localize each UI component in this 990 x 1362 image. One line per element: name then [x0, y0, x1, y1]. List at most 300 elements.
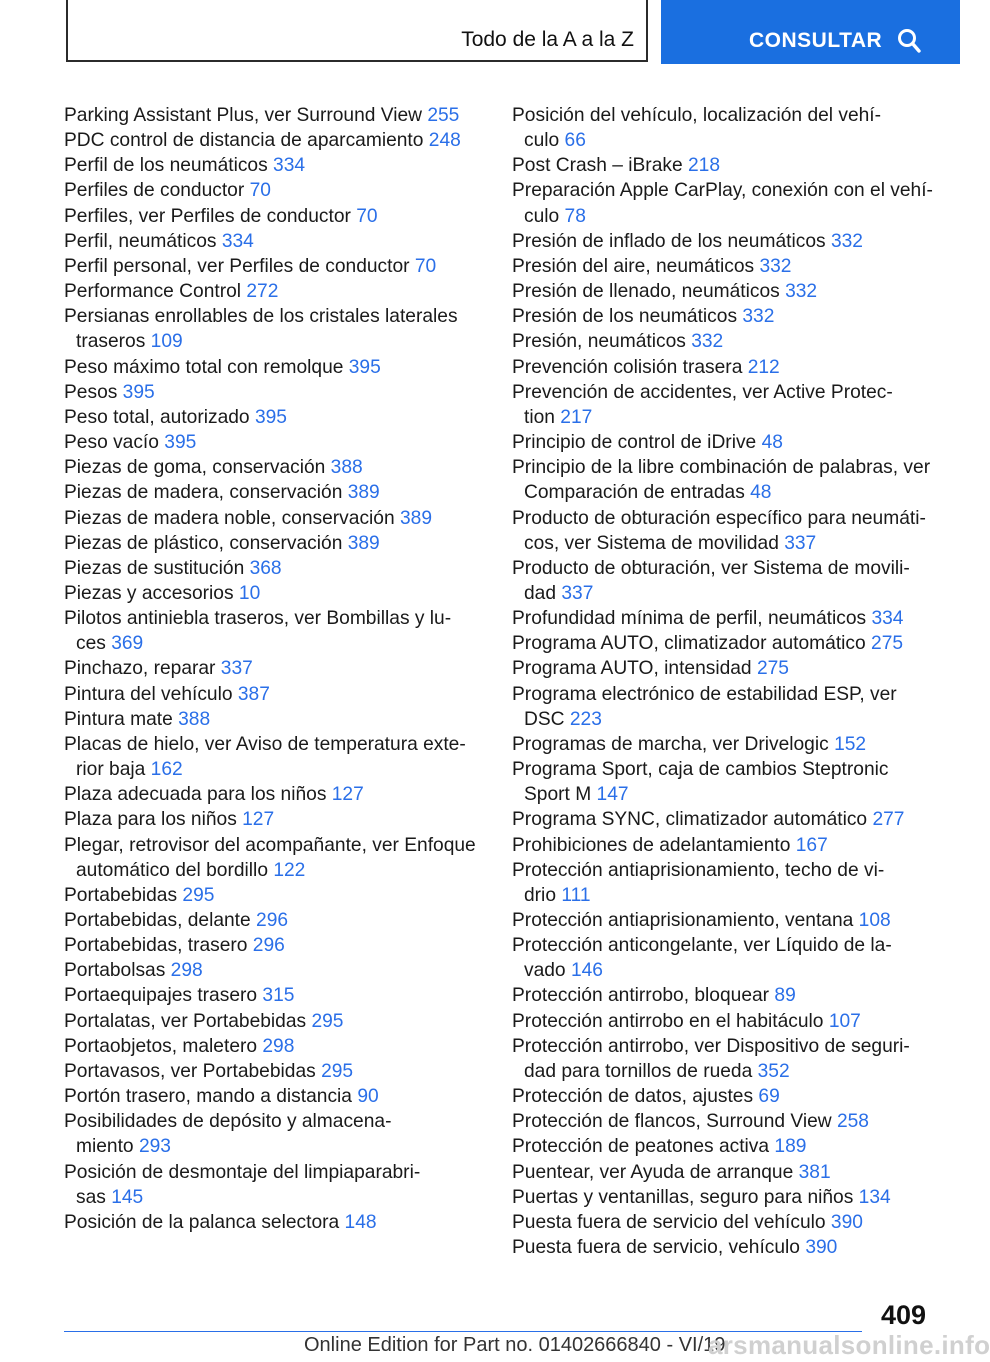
- index-entry-text: Piezas de madera noble, conservación: [64, 507, 395, 529]
- index-entry: [512, 455, 942, 505]
- index-entry-line: [64, 103, 484, 128]
- page-link[interactable]: 127: [242, 809, 275, 831]
- index-entry-line: [512, 732, 942, 757]
- page-link[interactable]: 293: [138, 1136, 171, 1158]
- page-link[interactable]: 332: [691, 331, 724, 353]
- index-entry-line: [64, 455, 484, 480]
- page-link[interactable]: 389: [400, 507, 433, 529]
- index-entry-text: dad para tornillos de rueda: [524, 1060, 753, 1082]
- index-entry-line: [64, 807, 484, 832]
- page-link[interactable]: 389: [347, 532, 380, 554]
- index-entry-line: [64, 279, 484, 304]
- page-link[interactable]: 332: [759, 255, 792, 277]
- index-entry-line: [64, 1160, 484, 1185]
- index-entry: [64, 1034, 484, 1059]
- index-entry-line: [64, 606, 484, 631]
- index-entry-line: [512, 606, 942, 631]
- page-link[interactable]: 146: [570, 960, 603, 982]
- index-entry: [64, 103, 484, 128]
- page-link[interactable]: 122: [273, 859, 306, 881]
- index-entry-line: [512, 254, 942, 279]
- index-entry-text: Protección antiaprisionamiento, ventana: [512, 910, 854, 931]
- index-entry-text: Plaza adecuada para los niños: [64, 784, 327, 806]
- index-entry-text: Puentear, ver Ayuda de arranque: [512, 1161, 794, 1183]
- index-entry-line: [512, 430, 942, 455]
- page-link[interactable]: 332: [785, 281, 818, 303]
- index-entry: [512, 606, 942, 631]
- index-entry: [512, 833, 942, 858]
- index-entry-line: [512, 833, 942, 858]
- page-link[interactable]: 395: [348, 356, 381, 378]
- index-entry-line: [64, 1134, 484, 1159]
- page-link[interactable]: 147: [596, 784, 629, 806]
- index-entry: [64, 958, 484, 983]
- index-entry: [512, 506, 942, 556]
- page-link[interactable]: 298: [262, 1035, 295, 1057]
- index-entry: [64, 933, 484, 958]
- index-entry-text: Pesos: [64, 381, 118, 403]
- index-entry: [512, 1109, 942, 1134]
- page-link[interactable]: 337: [561, 582, 594, 604]
- index-entry: [512, 229, 942, 254]
- page-link[interactable]: 296: [252, 935, 285, 957]
- index-entry: [64, 380, 484, 405]
- page-link[interactable]: 70: [356, 205, 378, 227]
- index-entry: [64, 506, 484, 531]
- index-entry: [64, 908, 484, 933]
- index-entry: [512, 355, 942, 380]
- index-entry-line: [512, 1210, 942, 1235]
- index-entry-line: [64, 430, 484, 455]
- index-entry-text: Protección antirrobo, ver Dispositivo de seguri-: [512, 1035, 910, 1057]
- page-link[interactable]: 388: [178, 708, 211, 730]
- index-entry-text: Prevención de accidentes, ver Active Protec-: [512, 381, 893, 403]
- index-entry-text: Posibilidades de depósito y almacena-: [64, 1111, 392, 1133]
- index-entry-line: [64, 153, 484, 178]
- index-entry: [512, 1235, 942, 1260]
- page-link[interactable]: 70: [249, 180, 271, 202]
- page-link[interactable]: 145: [111, 1186, 144, 1208]
- index-entry-text: Protección de datos, ajustes: [512, 1086, 754, 1108]
- page-link[interactable]: 148: [344, 1211, 377, 1233]
- index-entry: [512, 103, 942, 153]
- index-entry-text: Posición de la palanca selectora: [64, 1211, 340, 1233]
- index-entry-text: Piezas de madera, conservación: [64, 482, 343, 504]
- index-entry-text: Sport M: [524, 784, 592, 806]
- page-link[interactable]: 389: [347, 482, 380, 504]
- index-entry-text: Performance Control: [64, 281, 242, 303]
- index-entry: [512, 329, 942, 354]
- index-entry-line: [64, 329, 484, 354]
- index-entry-line: [64, 983, 484, 1008]
- index-entry-text: Presión de inflado de los neumáticos: [512, 230, 826, 252]
- index-entry: [64, 983, 484, 1008]
- index-entry: [64, 405, 484, 430]
- index-entry: [512, 682, 942, 732]
- index-entry-text: Placas de hielo, ver Aviso de temperatura exte-: [64, 733, 466, 755]
- index-entry-text: Plaza para los niños: [64, 809, 237, 831]
- index-entry: [512, 254, 942, 279]
- page-link[interactable]: 189: [774, 1136, 807, 1158]
- index-entry: [512, 732, 942, 757]
- index-entry-text: Presión, neumáticos: [512, 331, 686, 353]
- page-link[interactable]: 395: [164, 432, 197, 454]
- index-entry-text: PDC control de distancia de aparcamiento: [64, 130, 424, 152]
- page-link[interactable]: 89: [774, 985, 796, 1007]
- index-entry-text: Piezas y accesorios: [64, 582, 234, 604]
- page-link[interactable]: 258: [836, 1111, 869, 1133]
- page-link[interactable]: 337: [784, 532, 817, 554]
- index-entry-text: Piezas de plástico, conservación: [64, 532, 343, 554]
- index-entry: [64, 833, 484, 883]
- index-entry: [512, 631, 942, 656]
- index-entry: [512, 1134, 942, 1159]
- page-link[interactable]: 134: [858, 1186, 891, 1208]
- index-entry-line: [512, 556, 942, 581]
- index-entry: [512, 153, 942, 178]
- index-entry-text: Post Crash – iBrake: [512, 155, 683, 177]
- index-entry: [64, 153, 484, 178]
- page-link[interactable]: 315: [262, 985, 295, 1007]
- index-entry-line: [512, 908, 942, 933]
- index-entry-text: Portaequipajes trasero: [64, 985, 258, 1007]
- page-link[interactable]: 332: [742, 306, 775, 328]
- index-entry: [512, 1034, 942, 1084]
- index-entry-line: [64, 933, 484, 958]
- index-entry-text: Portabolsas: [64, 960, 166, 982]
- index-entry-line: [64, 656, 484, 681]
- index-entry-text: Portabebidas: [64, 884, 178, 906]
- page-link[interactable]: 277: [872, 809, 905, 831]
- index-entry: [64, 682, 484, 707]
- index-entry: [64, 807, 484, 832]
- index-entry: [64, 279, 484, 304]
- index-entry-text: Portaobjetos, maletero: [64, 1035, 258, 1057]
- index-entry-text: tion: [524, 406, 555, 428]
- index-entry-line: [64, 355, 484, 380]
- index-entry-text: traseros: [76, 331, 146, 353]
- index-entry-text: Principio de la libre combinación de palabras, ver: [512, 457, 931, 479]
- page-link[interactable]: 334: [871, 608, 904, 630]
- index-entry-text: Peso máximo total con remolque: [64, 356, 344, 378]
- index-entry-text: miento: [76, 1136, 134, 1158]
- index-entry-line: [64, 631, 484, 656]
- page-link[interactable]: 223: [569, 708, 602, 730]
- page-link[interactable]: 218: [687, 155, 720, 177]
- index-entry: [64, 229, 484, 254]
- index-entry: [64, 355, 484, 380]
- index-entry: [512, 807, 942, 832]
- index-entry-text: Portalatas, ver Portabebidas: [64, 1010, 307, 1032]
- index-entry: [64, 1059, 484, 1084]
- index-entry-text: sas: [76, 1186, 106, 1208]
- index-entry-text: Puesta fuera de servicio del vehículo: [512, 1211, 826, 1233]
- index-entry-line: [64, 908, 484, 933]
- index-entry-line: [64, 732, 484, 757]
- index-entry-text: Preparación Apple CarPlay, conexión con el vehí-: [512, 180, 933, 202]
- index-entry-line: [64, 304, 484, 329]
- page-link[interactable]: 296: [256, 910, 289, 931]
- page-link[interactable]: 255: [427, 105, 460, 126]
- index-entry-text: Protección antirrobo, bloquear: [512, 985, 770, 1007]
- index-entry: [512, 279, 942, 304]
- page-link[interactable]: 275: [871, 633, 904, 655]
- page-link[interactable]: 388: [330, 457, 363, 479]
- index-entry-line: [64, 782, 484, 807]
- index-entry: [64, 1009, 484, 1034]
- index-entry-line: [64, 531, 484, 556]
- index-entry-line: [64, 229, 484, 254]
- page-link[interactable]: 390: [830, 1211, 863, 1233]
- index-entry-line: [512, 983, 942, 1008]
- index-entry-line: [512, 153, 942, 178]
- page-link[interactable]: 212: [747, 356, 780, 378]
- index-entry-text: Prevención colisión trasera: [512, 356, 743, 378]
- page-link[interactable]: 90: [357, 1086, 379, 1108]
- index-entry-text: Portavasos, ver Portabebidas: [64, 1060, 316, 1082]
- index-entry-line: [512, 405, 942, 430]
- index-entry-text: Pintura del vehículo: [64, 683, 233, 705]
- page-link[interactable]: 69: [758, 1086, 780, 1108]
- index-entry-text: Producto de obturación, ver Sistema de movili-: [512, 557, 910, 579]
- page-link[interactable]: 127: [331, 784, 364, 806]
- index-entry-text: Pilotos antiniebla traseros, ver Bombillas y lu-: [64, 608, 452, 630]
- page-link[interactable]: 369: [111, 633, 144, 655]
- index-entry-text: Producto de obturación específico para neumáti-: [512, 507, 926, 529]
- page-link[interactable]: 395: [254, 406, 287, 428]
- index-entry: [64, 732, 484, 782]
- page-link[interactable]: 332: [830, 230, 863, 252]
- page-link[interactable]: 111: [561, 884, 591, 906]
- index-entry-text: rior baja: [76, 759, 146, 781]
- page-link[interactable]: 381: [798, 1161, 831, 1183]
- page-link[interactable]: 152: [834, 733, 867, 755]
- index-entry-text: Prohibiciones de adelantamiento: [512, 834, 791, 856]
- index-entry-text: Profundidad mínima de perfil, neumáticos: [512, 608, 867, 630]
- page-link[interactable]: 78: [564, 205, 586, 227]
- index-entry: [64, 1109, 484, 1159]
- page-link[interactable]: 48: [761, 432, 783, 454]
- index-entry-line: [64, 1084, 484, 1109]
- page-link[interactable]: 387: [237, 683, 270, 705]
- index-entry-line: [64, 833, 484, 858]
- index-entry-line: [512, 782, 942, 807]
- index-entry-line: [64, 405, 484, 430]
- page-link[interactable]: 66: [564, 130, 586, 152]
- index-entry-text: Parking Assistant Plus, ver Surround View: [64, 105, 422, 126]
- index-entry-line: [512, 757, 942, 782]
- index-entry: [64, 128, 484, 153]
- index-entry-text: Portón trasero, mando a distancia: [64, 1086, 352, 1108]
- index-entry-line: [64, 858, 484, 883]
- index-entry-line: [64, 1210, 484, 1235]
- index-entry-line: [512, 1160, 942, 1185]
- index-entry-text: vado: [524, 960, 566, 982]
- index-entry-line: [512, 380, 942, 405]
- index-entry-text: Presión del aire, neumáticos: [512, 255, 755, 277]
- index-entry-text: Programa SYNC, climatizador automático: [512, 809, 868, 831]
- consult-button-label: CONSULTAR: [749, 29, 883, 52]
- index-entry-line: [512, 933, 942, 958]
- index-entry-line: [512, 807, 942, 832]
- index-entry: [512, 983, 942, 1008]
- page-link[interactable]: 295: [182, 884, 215, 906]
- index-entry-text: Piezas de goma, conservación: [64, 457, 326, 479]
- index-entry-line: [512, 631, 942, 656]
- index-entry: [64, 782, 484, 807]
- page-link[interactable]: 390: [805, 1237, 838, 1259]
- index-entry-line: [64, 1034, 484, 1059]
- index-entry-text: Pinchazo, reparar: [64, 658, 216, 680]
- index-entry: [64, 1210, 484, 1235]
- page-link[interactable]: 248: [428, 130, 461, 152]
- page-link[interactable]: 107: [828, 1010, 861, 1032]
- page-link[interactable]: 272: [246, 281, 279, 303]
- index-entry-text: Programas de marcha, ver Drivelogic: [512, 733, 829, 755]
- index-entry-text: Perfiles de conductor: [64, 180, 245, 202]
- index-entry-text: Protección antirrobo en el habitáculo: [512, 1010, 824, 1032]
- index-entry: [512, 1084, 942, 1109]
- index-entry-text: Principio de control de iDrive: [512, 432, 757, 454]
- index-entry: [64, 581, 484, 606]
- index-entry: [64, 254, 484, 279]
- index-entry-text: Persianas enrollables de los cristales laterales: [64, 306, 458, 328]
- index-entry: [512, 858, 942, 908]
- index-entry-line: [64, 506, 484, 531]
- page-link[interactable]: 109: [150, 331, 183, 353]
- index-entry: [64, 707, 484, 732]
- index-entry-text: drio: [524, 884, 556, 906]
- page-link[interactable]: 48: [750, 482, 772, 504]
- index-tab[interactable]: [66, 0, 648, 62]
- index-entry: [512, 933, 942, 983]
- index-entry: [64, 304, 484, 354]
- index-entry-text: Puertas y ventanillas, seguro para niños: [512, 1186, 854, 1208]
- index-entry-text: culo: [524, 130, 560, 152]
- index-entry-text: Posición del vehículo, localización del vehí-: [512, 105, 882, 126]
- page-link[interactable]: 295: [311, 1010, 344, 1032]
- index-entry-text: Presión de llenado, neumáticos: [512, 281, 780, 303]
- index-entry-text: Comparación de entradas: [524, 482, 745, 504]
- index-entry-line: [64, 556, 484, 581]
- page-link[interactable]: 108: [858, 910, 891, 931]
- index-entry-line: [512, 656, 942, 681]
- page-link[interactable]: 337: [220, 658, 253, 680]
- index-entry: [64, 556, 484, 581]
- index-entry-line: [512, 1084, 942, 1109]
- page-link[interactable]: 295: [321, 1060, 354, 1082]
- index-entry-line: [512, 103, 942, 128]
- index-entry-line: [512, 1235, 942, 1260]
- index-entry: [64, 480, 484, 505]
- index-entry-line: [64, 1109, 484, 1134]
- index-entry-line: [512, 1109, 942, 1134]
- page-link[interactable]: 70: [414, 255, 437, 277]
- index-entry-line: [64, 480, 484, 505]
- index-entry-text: Plegar, retrovisor del acompañante, ver Enfoque: [64, 834, 476, 856]
- index-entry-text: Piezas de sustitución: [64, 557, 245, 579]
- page-link[interactable]: 275: [756, 658, 789, 680]
- index-entry-text: Programa Sport, caja de cambios Steptronic: [512, 759, 889, 781]
- index-entry: [64, 430, 484, 455]
- index-entry: [512, 380, 942, 430]
- index-entry: [512, 430, 942, 455]
- index-entry-text: DSC: [524, 708, 565, 730]
- page-link[interactable]: 298: [170, 960, 203, 982]
- index-entry-line: [512, 229, 942, 254]
- page-link[interactable]: 217: [560, 406, 593, 428]
- index-entry-text: culo: [524, 205, 560, 227]
- index-entry-line: [512, 304, 942, 329]
- index-entry-text: Programa AUTO, climatizador automático: [512, 633, 866, 655]
- index-entry-line: [64, 204, 484, 229]
- index-entry-line: [512, 455, 942, 480]
- index-entry-line: [64, 958, 484, 983]
- edition-text: Online Edition for Part no. 01402666840 - VI/19: [304, 1334, 726, 1356]
- index-entry: [512, 656, 942, 681]
- index-entry-line: [512, 531, 942, 556]
- index-entry-text: Puesta fuera de servicio, vehículo: [512, 1237, 800, 1259]
- index-entry-line: [512, 883, 942, 908]
- page-link[interactable]: 167: [795, 834, 828, 856]
- index-entry-text: Peso vacío: [64, 432, 159, 454]
- consult-button[interactable]: [661, 0, 960, 64]
- watermark: arsmanualsonline.info: [708, 1330, 990, 1360]
- index-entry-text: Peso total, autorizado: [64, 406, 250, 428]
- index-entry-line: [64, 682, 484, 707]
- index-entry: [512, 757, 942, 807]
- index-entry-line: [64, 1185, 484, 1210]
- index-entry-text: Programa AUTO, intensidad: [512, 658, 752, 680]
- index-entry-line: [64, 883, 484, 908]
- page-link[interactable]: 395: [122, 381, 155, 403]
- index-entry-text: Perfil, neumáticos: [64, 230, 217, 252]
- index-entry: [64, 455, 484, 480]
- index-entry-line: [512, 707, 942, 732]
- page-link[interactable]: 162: [150, 759, 183, 781]
- index-tab-label: Todo de la A a la Z: [461, 28, 634, 51]
- index-entry-line: [512, 682, 942, 707]
- index-entry-line: [512, 178, 942, 203]
- index-entry-line: [64, 254, 484, 279]
- index-entry: [64, 606, 484, 656]
- index-entry-text: Perfiles, ver Perfiles de conductor: [64, 205, 351, 227]
- index-entry-line: [512, 204, 942, 229]
- index-entry-line: [64, 128, 484, 153]
- index-column-left: [64, 103, 484, 1235]
- index-entry: [512, 1009, 942, 1034]
- page-link[interactable]: 368: [249, 557, 282, 579]
- index-entry-text: cos, ver Sistema de movilidad: [524, 532, 779, 554]
- page-link[interactable]: 334: [273, 155, 306, 177]
- index-entry-text: Protección de flancos, Surround View: [512, 1111, 832, 1133]
- page-link[interactable]: 352: [757, 1060, 790, 1082]
- index-entry-text: dad: [524, 582, 557, 604]
- page-link[interactable]: 334: [221, 230, 254, 252]
- index-entry-line: [64, 1009, 484, 1034]
- index-entry-line: [512, 858, 942, 883]
- index-entry-text: ces: [76, 633, 106, 655]
- index-entry-line: [512, 1009, 942, 1034]
- index-entry: [512, 304, 942, 329]
- index-entry: [64, 883, 484, 908]
- page-link[interactable]: 10: [238, 582, 261, 604]
- index-entry-text: Protección de peatones activa: [512, 1136, 770, 1158]
- page-number: 409: [880, 1300, 926, 1330]
- index-entry: [512, 908, 942, 933]
- index-entry-line: [512, 1134, 942, 1159]
- index-entry: [64, 531, 484, 556]
